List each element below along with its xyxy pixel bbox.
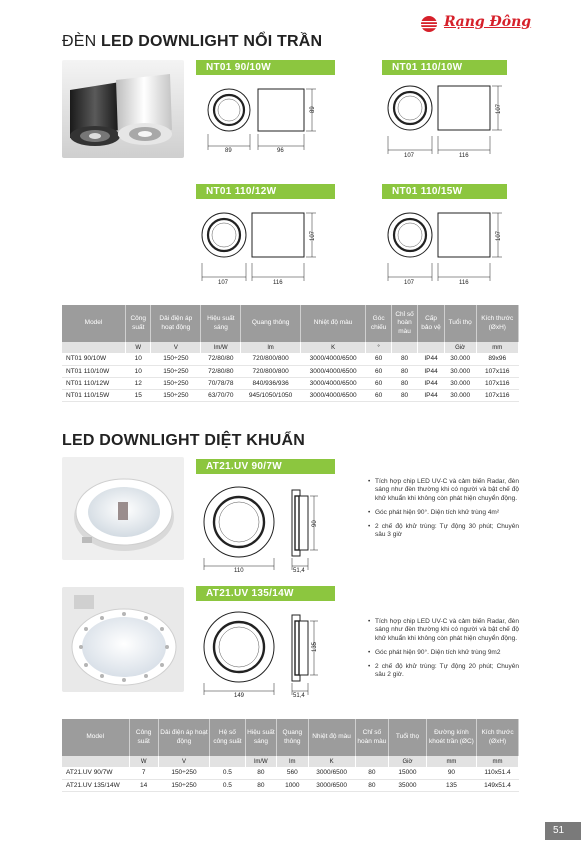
- table-cell: 945/1050/1050: [241, 389, 300, 401]
- unit-cell: W: [126, 342, 151, 353]
- col-header: Chỉ số hoàn màu: [391, 305, 417, 342]
- table-cell: 1000: [277, 779, 308, 791]
- table-cell: 3000/6500: [308, 767, 355, 779]
- table-cell: 107x116: [476, 389, 518, 401]
- unit-cell: mm: [426, 756, 476, 767]
- table-cell: 35000: [389, 779, 427, 791]
- unit-cell: [418, 342, 444, 353]
- table-cell: 90: [426, 767, 476, 779]
- dimension-drawing-at21-uv-135: [196, 603, 336, 699]
- table-cell: 63/70/70: [201, 389, 241, 401]
- brand-logo: [418, 10, 568, 36]
- dim-side: 89: [310, 106, 316, 113]
- col-header: Dải điện áp hoạt động: [151, 305, 201, 342]
- table-cell: 15000: [389, 767, 427, 779]
- table-cell: 110x51.4: [477, 767, 519, 779]
- unit-cell: [62, 342, 126, 353]
- dimension-drawing-nt01-110-15: [382, 203, 512, 287]
- note-item: • Tích hợp chip LED UV-C và cảm biến Radar, đèn sáng như đèn thường khi có người và bật chế độ khử khuẩn khi không còn phát hiện chuyển động.: [368, 618, 519, 643]
- dim-side: 107: [496, 230, 502, 241]
- unit-cell: K: [308, 756, 355, 767]
- dim-cutout: 135: [312, 641, 318, 652]
- table-cell: IP44: [418, 377, 444, 389]
- section-title-surface-downlight: [62, 33, 322, 51]
- note-item: • 2 chế độ khử trùng: Tự động 20 phút; Chuyên sâu 2 giờ.: [368, 663, 519, 680]
- unit-cell: W: [129, 756, 158, 767]
- table-cell: 60: [366, 365, 391, 377]
- table-cell: 80: [245, 767, 276, 779]
- table-cell: 30.000: [444, 365, 476, 377]
- table-cell: 60: [366, 377, 391, 389]
- table-cell: 14: [129, 779, 158, 791]
- col-header: Model: [62, 305, 126, 342]
- model-tag-at21-uv-90: AT21.UV 90/7W: [196, 459, 335, 474]
- cell-model: NT01 110/15W: [62, 389, 126, 401]
- unit-cell: [355, 756, 389, 767]
- unit-cell: lm: [277, 756, 308, 767]
- section-title-main: LED DOWNLIGHT DIỆT KHUẨN: [62, 432, 306, 449]
- table-cell: 107x116: [476, 377, 518, 389]
- col-header: Hệ số công suất: [210, 719, 246, 756]
- unit-cell: lm/W: [201, 342, 241, 353]
- col-header: Model: [62, 719, 129, 756]
- col-header: Nhiệt độ màu: [300, 305, 366, 342]
- dim-diameter: 149: [234, 693, 245, 699]
- table-cell: IP44: [418, 353, 444, 365]
- col-header: Nhiệt độ màu: [308, 719, 355, 756]
- unit-cell: [62, 756, 129, 767]
- table-cell: 60: [366, 389, 391, 401]
- table-row: [62, 767, 519, 779]
- model-tag-nt01-110-10w: NT01 110/10W: [382, 60, 507, 75]
- col-header: Cấp bảo vệ: [418, 305, 444, 342]
- table-cell: 80: [391, 365, 417, 377]
- table-row: [62, 779, 519, 791]
- dimension-drawing-nt01-110-12: [196, 203, 336, 287]
- cell-model: NT01 90/10W: [62, 353, 126, 365]
- col-header: Quang thông: [241, 305, 300, 342]
- col-header: Hiệu suất sáng: [201, 305, 241, 342]
- dim-height: 96: [277, 148, 284, 154]
- table-cell: 720/800/800: [241, 353, 300, 365]
- note-item: • Góc phát hiện 90°. Diện tích khử trùng 9m2: [368, 649, 519, 657]
- table-cell: 560: [277, 767, 308, 779]
- spec-table-uv-downlight: [62, 719, 519, 792]
- col-header: Công suất: [129, 719, 158, 756]
- table-cell: 10: [126, 365, 151, 377]
- table-cell: 12: [126, 377, 151, 389]
- note-item: • Góc phát hiện 90°. Diện tích khử trùng 4m²: [368, 509, 519, 517]
- table-cell: 3000/6500: [308, 779, 355, 791]
- unit-cell: Giờ: [444, 342, 476, 353]
- col-header: Công suất: [126, 305, 151, 342]
- unit-cell: lm/W: [245, 756, 276, 767]
- col-header: Quang thông: [277, 719, 308, 756]
- unit-cell: V: [151, 342, 201, 353]
- table-cell: 80: [355, 767, 389, 779]
- dimension-drawing-at21-uv-90: [196, 478, 336, 574]
- table-cell: 840/936/936: [241, 377, 300, 389]
- unit-cell: K: [300, 342, 366, 353]
- unit-cell: Giờ: [389, 756, 427, 767]
- table-cell: 3000/4000/6500: [300, 377, 366, 389]
- dimension-drawing-nt01-110-10: [382, 78, 512, 162]
- table-cell: 60: [366, 353, 391, 365]
- col-header: Hiệu suất sáng: [245, 719, 276, 756]
- page-number: 51: [545, 822, 581, 840]
- section-title-uv-downlight: [62, 432, 305, 450]
- col-header: Tuổi thọ: [389, 719, 427, 756]
- table-cell: 30.000: [444, 377, 476, 389]
- table-row: [62, 389, 519, 401]
- dim-diameter: 107: [218, 280, 229, 286]
- dim-height: 51,4: [293, 568, 305, 574]
- spec-table-surface-downlight: [62, 305, 519, 402]
- dim-cutout: 90: [312, 520, 318, 527]
- dim-side: 107: [310, 230, 316, 241]
- note-item: • Tích hợp chip LED UV-C và cảm biến Radar, đèn sáng như đèn thường khi có người và bật chế độ khử khuẩn khi không còn phát hiện chuyển động.: [368, 478, 519, 503]
- col-header: Góc chiếu: [366, 305, 391, 342]
- dim-height: 116: [459, 280, 469, 286]
- dimension-drawing-nt01-90: [196, 80, 336, 160]
- table-cell: 80: [391, 389, 417, 401]
- dim-diameter: 89: [225, 148, 232, 154]
- col-header: Tuổi thọ: [444, 305, 476, 342]
- feature-notes-at21-uv-90: [368, 478, 519, 546]
- section-title-main: LED DOWNLIGHT NỔI TRẦN: [101, 33, 323, 50]
- brand-name: Rạng Đông: [444, 14, 532, 30]
- unit-cell: mm: [477, 756, 519, 767]
- table-cell: 72/80/80: [201, 365, 241, 377]
- table-cell: 0.5: [210, 767, 246, 779]
- table-row: [62, 353, 519, 365]
- table-cell: 80: [245, 779, 276, 791]
- table-cell: 7: [129, 767, 158, 779]
- model-tag-nt01-90-10w: NT01 90/10W: [196, 60, 335, 75]
- table-cell: 150÷250: [151, 365, 201, 377]
- table-cell: 15: [126, 389, 151, 401]
- dim-height: 116: [273, 280, 283, 286]
- table-cell: 149x51.4: [477, 779, 519, 791]
- cell-model: AT21.UV 135/14W: [62, 779, 129, 791]
- cell-model: NT01 110/10W: [62, 365, 126, 377]
- table-cell: 30.000: [444, 353, 476, 365]
- col-header: Kích thước (ØxH): [477, 719, 519, 756]
- col-header: Dải điện áp hoạt động: [158, 719, 209, 756]
- table-cell: 150÷250: [151, 353, 201, 365]
- cell-model: NT01 110/12W: [62, 377, 126, 389]
- surface-downlight-photo: [62, 60, 184, 158]
- table-cell: 89x96: [476, 353, 518, 365]
- table-row: [62, 365, 519, 377]
- table-cell: 80: [391, 353, 417, 365]
- dim-side: 107: [496, 103, 502, 114]
- cell-model: AT21.UV 90/7W: [62, 767, 129, 779]
- model-tag-nt01-110-12w: NT01 110/12W: [196, 184, 335, 199]
- table-cell: 3000/4000/6500: [300, 365, 366, 377]
- model-tag-at21-uv-135: AT21.UV 135/14W: [196, 586, 335, 601]
- unit-cell: lm: [241, 342, 300, 353]
- sun-logo-icon: [418, 12, 440, 32]
- unit-cell: mm: [476, 342, 518, 353]
- col-header: Kích thước (ØxH): [476, 305, 518, 342]
- model-tag-nt01-110-15w: NT01 110/15W: [382, 184, 507, 199]
- dim-diameter: 107: [404, 280, 415, 286]
- table-cell: IP44: [418, 365, 444, 377]
- dim-height: 116: [459, 153, 469, 159]
- table-cell: 80: [391, 377, 417, 389]
- uv-downlight-photo-2: [62, 587, 184, 692]
- uv-downlight-photo-1: [62, 457, 184, 560]
- table-cell: 3000/4000/6500: [300, 353, 366, 365]
- table-cell: 10: [126, 353, 151, 365]
- unit-cell: °: [366, 342, 391, 353]
- table-cell: 720/800/800: [241, 365, 300, 377]
- table-cell: 30.000: [444, 389, 476, 401]
- table-cell: 80: [355, 779, 389, 791]
- dim-diameter: 110: [234, 568, 244, 574]
- unit-cell: [210, 756, 246, 767]
- feature-notes-at21-uv-135: [368, 618, 519, 686]
- note-item: • 2 chế độ khử trùng: Tự động 30 phút; Chuyên sâu 3 giờ: [368, 523, 519, 540]
- table-cell: 150÷250: [158, 767, 209, 779]
- table-cell: 70/78/78: [201, 377, 241, 389]
- table-cell: IP44: [418, 389, 444, 401]
- table-cell: 150÷250: [151, 389, 201, 401]
- table-cell: 135: [426, 779, 476, 791]
- col-header: Chỉ số hoàn màu: [355, 719, 389, 756]
- unit-cell: [391, 342, 417, 353]
- table-cell: 107x116: [476, 365, 518, 377]
- table-row: [62, 377, 519, 389]
- table-cell: 150÷250: [158, 779, 209, 791]
- dim-diameter: 107: [404, 153, 415, 159]
- table-cell: 0.5: [210, 779, 246, 791]
- table-cell: 150÷250: [151, 377, 201, 389]
- table-cell: 3000/4000/6500: [300, 389, 366, 401]
- section-title-prefix: ĐÈN: [62, 33, 102, 50]
- table-cell: 72/80/80: [201, 353, 241, 365]
- col-header: Đường kính khoét trần (ØC): [426, 719, 476, 756]
- dim-height: 51,4: [293, 693, 305, 699]
- unit-cell: V: [158, 756, 209, 767]
